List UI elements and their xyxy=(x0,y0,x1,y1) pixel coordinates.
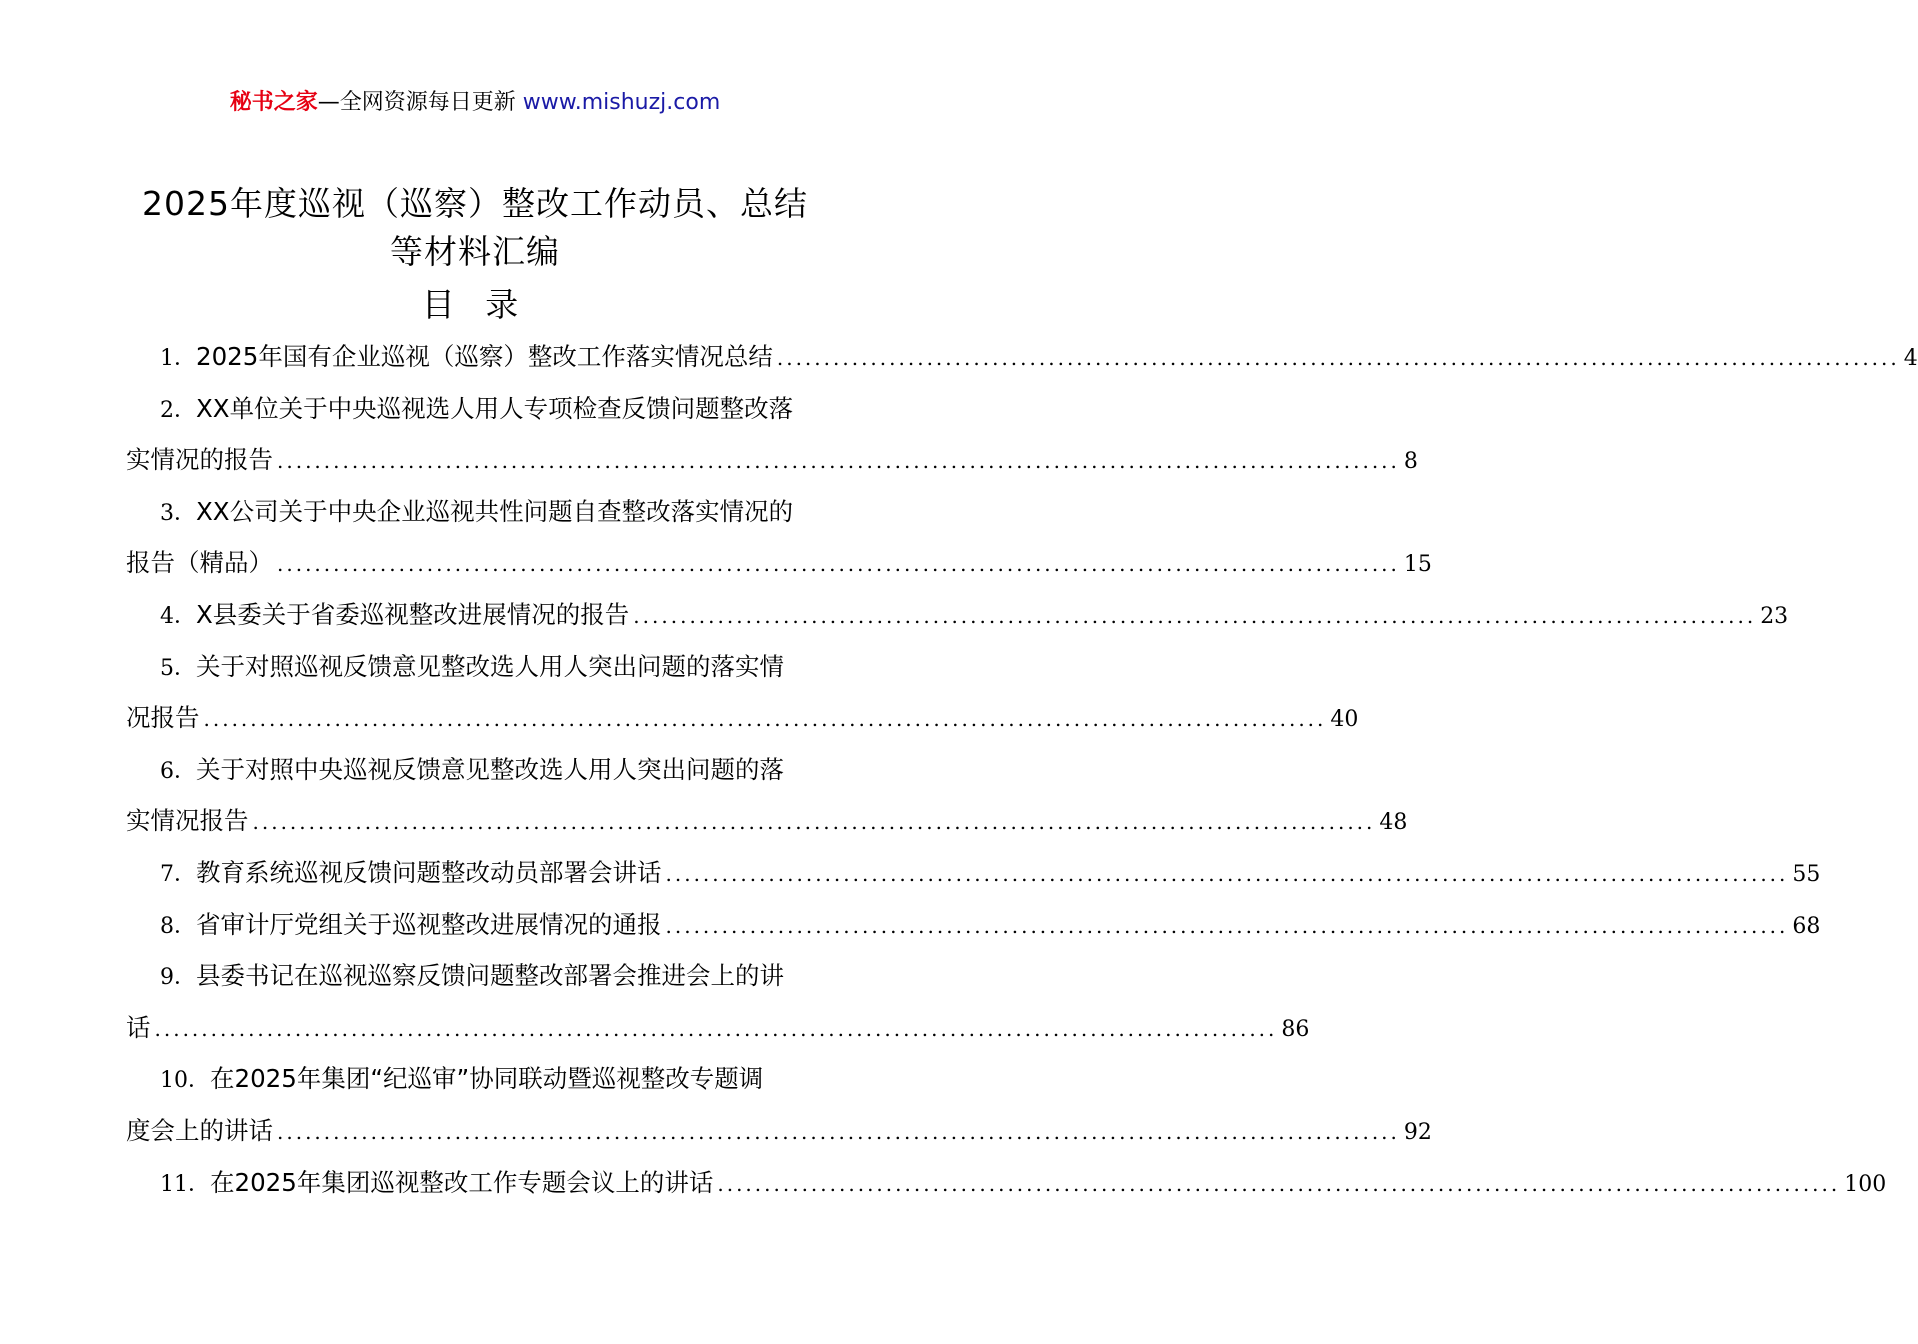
toc-entry-title: 报告（精品） xyxy=(126,548,273,578)
toc-page-number: 48 xyxy=(1379,810,1408,836)
toc-entry[interactable] xyxy=(126,384,1418,487)
toc-leader-dots: ........................................................................................................................ xyxy=(277,1119,1400,1144)
toc-entry[interactable] xyxy=(126,332,1918,384)
toc-entry[interactable] xyxy=(126,900,1821,952)
toc-leader-dots: ........................................................................................................................ xyxy=(277,552,1400,577)
document-title xyxy=(100,180,850,276)
title-line-2: 等材料汇编 xyxy=(390,232,560,271)
toc-entry-number: 4． xyxy=(160,603,196,629)
toc-entry-line xyxy=(126,848,1821,900)
toc-entry[interactable] xyxy=(126,951,1310,1054)
toc-entry[interactable] xyxy=(126,745,1408,848)
toc-entry[interactable] xyxy=(126,487,1432,590)
toc-entry-title: 况报告 xyxy=(126,703,200,733)
toc-entry-title: 实情况的报告 xyxy=(126,445,273,475)
toc-leader-dots: ........................................................................................................................ xyxy=(665,913,1789,938)
toc-entry-title: XX单位关于中央巡视选人用人专项检查反馈问题整改落 xyxy=(196,393,794,423)
toc-page-number: 8 xyxy=(1403,449,1418,475)
toc-entry-number: 11． xyxy=(160,1171,210,1197)
toc-page-number: 68 xyxy=(1792,913,1821,939)
header-tagline: —全网资源每日更新 xyxy=(317,90,516,115)
toc-entry-number: 3． xyxy=(160,500,196,526)
toc-page-number: 55 xyxy=(1792,861,1821,887)
toc-entry-number: 2． xyxy=(160,397,196,423)
toc-page-number: 40 xyxy=(1330,707,1359,733)
toc-leader-dots: ........................................................................................................................ xyxy=(633,603,1757,628)
toc-leader-dots: ........................................................................................................................ xyxy=(252,810,1376,835)
toc-entry-number: 9． xyxy=(160,965,196,991)
toc-entry-line xyxy=(126,1158,1887,1210)
title-line-1: 2025年度巡视（巡察）整改工作动员、总结 xyxy=(142,184,808,223)
toc-entry-number: 8． xyxy=(160,913,196,939)
toc-page-number: 23 xyxy=(1760,603,1789,629)
toc-entry-title: X县委关于省委巡视整改进展情况的报告 xyxy=(196,599,630,629)
toc-entry-number: 10． xyxy=(160,1068,210,1094)
toc-page-number: 4 xyxy=(1903,346,1918,371)
toc-entry-number: 6． xyxy=(160,758,196,784)
toc-entry-number: 7． xyxy=(160,861,196,887)
toc-entry[interactable] xyxy=(126,1054,1432,1157)
toc-entry-line xyxy=(126,951,832,1003)
toc-page-number: 86 xyxy=(1281,1016,1310,1042)
toc-entry[interactable] xyxy=(126,590,1789,642)
toc-entry-title: 在2025年集团“纪巡审”协同联动暨巡视整改专题调 xyxy=(210,1064,764,1094)
toc-entry[interactable] xyxy=(126,848,1821,900)
toc-entry-title: 县委书记在巡视巡察反馈问题整改部署会推进会上的讲 xyxy=(196,961,784,991)
toc-page-number: 15 xyxy=(1403,552,1432,578)
toc-entry-line xyxy=(126,384,832,436)
toc-page-number: 100 xyxy=(1844,1171,1887,1197)
toc-heading: 目 录 xyxy=(421,285,529,324)
toc-entry-title: 教育系统巡视反馈问题整改动员部署会讲话 xyxy=(196,857,662,887)
toc-leader-dots: ........................................................................................................................ xyxy=(776,346,1900,370)
toc-leader-dots: ........................................................................................................................ xyxy=(665,861,1789,886)
toc-entry-title: 度会上的讲话 xyxy=(126,1115,273,1145)
toc-entry-title: 实情况报告 xyxy=(126,806,249,836)
toc-entry-number: 1． xyxy=(160,346,196,371)
toc-page-number: 92 xyxy=(1403,1119,1432,1145)
toc-entry-line xyxy=(126,435,1418,487)
toc-entry-title: XX公司关于中央企业巡视共性问题自查整改落实情况的 xyxy=(196,496,794,526)
toc-entry-line xyxy=(126,796,1408,848)
table-of-contents xyxy=(126,332,1918,1209)
toc-entry-title: 话 xyxy=(126,1012,151,1042)
toc-entry-line xyxy=(126,693,1359,745)
toc-leader-dots: ........................................................................................................................ xyxy=(717,1171,1841,1196)
toc-leader-dots: ........................................................................................................................ xyxy=(203,707,1327,732)
toc-entry-line xyxy=(126,487,832,539)
site-url[interactable]: www.mishuzj.com xyxy=(522,90,721,115)
toc-entry-line xyxy=(126,538,1432,590)
toc-entry-line xyxy=(126,1106,1432,1158)
toc-entry-line xyxy=(126,332,1918,384)
toc-entry-line xyxy=(126,1054,832,1106)
toc-entry-line xyxy=(126,900,1821,952)
toc-leader-dots: ........................................................................................................................ xyxy=(154,1016,1278,1041)
site-header xyxy=(0,86,950,120)
brand-name: 秘书之家 xyxy=(229,90,318,115)
toc-entry-line xyxy=(126,745,832,797)
toc-entry-title: 关于对照巡视反馈意见整改选人用人突出问题的落实情 xyxy=(196,651,784,681)
toc-entry-title: 2025年国有企业巡视（巡察）整改工作落实情况总结 xyxy=(196,342,773,371)
toc-entry-line xyxy=(126,590,1789,642)
toc-leader-dots: ........................................................................................................................ xyxy=(277,449,1400,474)
toc-entry-title: 关于对照中央巡视反馈意见整改选人用人突出问题的落 xyxy=(196,754,784,784)
toc-entry[interactable] xyxy=(126,642,1359,745)
toc-entry-line xyxy=(126,642,832,694)
toc-entry-line xyxy=(126,1003,1310,1055)
toc-entry-number: 5． xyxy=(160,655,196,681)
toc-entry-title: 省审计厅党组关于巡视整改进展情况的通报 xyxy=(196,909,662,939)
toc-entry[interactable] xyxy=(126,1158,1887,1210)
toc-entry-title: 在2025年集团巡视整改工作专题会议上的讲话 xyxy=(210,1167,714,1197)
